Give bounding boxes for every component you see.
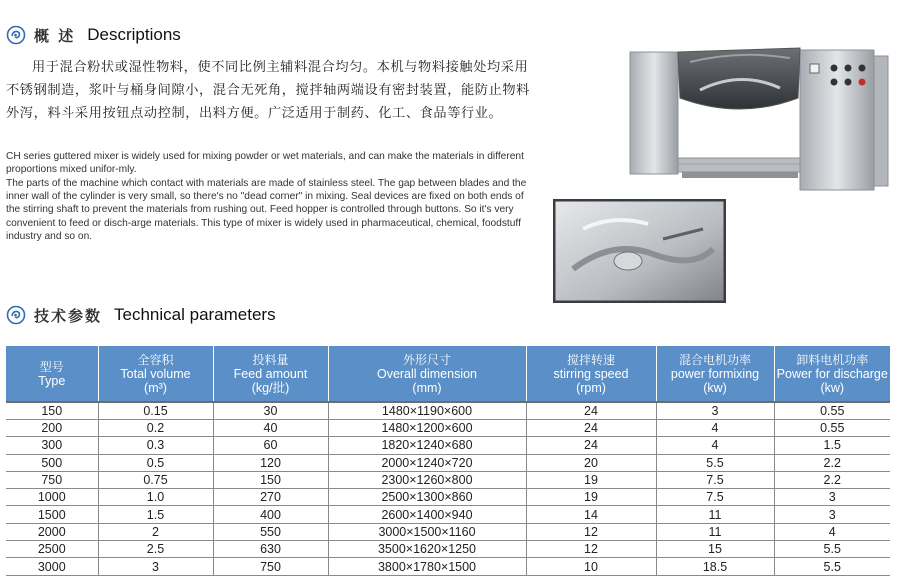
column-header-zh: 搅拌转速 — [566, 352, 615, 367]
table-cell: 1820×1240×680 — [328, 437, 526, 454]
table-header-row — [6, 346, 890, 402]
table-cell: 300 — [6, 437, 98, 454]
parameters-title-zh: 技术参数 — [34, 306, 103, 325]
column-header — [774, 346, 890, 402]
table-cell: 24 — [526, 437, 656, 454]
column-header-unit: (m³) — [144, 380, 167, 395]
table-row — [6, 402, 890, 420]
table-row — [6, 454, 890, 471]
table-row — [6, 471, 890, 488]
table-cell: 0.3 — [98, 437, 213, 454]
table-cell: 400 — [213, 506, 328, 523]
mixer-machine-image — [620, 40, 895, 200]
column-header-zh: 投料量 — [252, 352, 289, 367]
section-swirl-icon — [6, 25, 26, 45]
column-header-en: Feed amount — [233, 366, 308, 381]
table-cell: 1000 — [6, 489, 98, 506]
table-cell: 3 — [98, 558, 213, 575]
table-cell: 500 — [6, 454, 98, 471]
table-cell: 1480×1200×600 — [328, 420, 526, 437]
table-cell: 1.5 — [98, 506, 213, 523]
table-cell: 5.5 — [774, 558, 890, 575]
column-header — [213, 346, 328, 402]
column-header — [656, 346, 774, 402]
column-header — [98, 346, 213, 402]
column-header-zh: 混合电机功率 — [678, 352, 751, 367]
table-cell: 19 — [526, 471, 656, 488]
table-cell: 14 — [526, 506, 656, 523]
table-cell: 2000 — [6, 523, 98, 540]
column-header-unit: (kw) — [820, 380, 845, 395]
table-cell: 4 — [774, 523, 890, 540]
column-header-zh: 全容积 — [137, 352, 174, 367]
table-row — [6, 523, 890, 540]
table-row — [6, 558, 890, 575]
table-cell: 12 — [526, 523, 656, 540]
table-row — [6, 506, 890, 523]
column-header — [526, 346, 656, 402]
table-cell: 1480×1190×600 — [328, 402, 526, 420]
table-row — [6, 489, 890, 506]
table-cell: 3 — [656, 402, 774, 420]
column-header-en: Overall dimension — [376, 366, 478, 381]
table-cell: 3000×1500×1160 — [328, 523, 526, 540]
table-cell: 5.5 — [656, 454, 774, 471]
table-cell: 2.5 — [98, 541, 213, 558]
column-header — [328, 346, 526, 402]
column-header-zh: 外形尺寸 — [402, 352, 451, 367]
description-paragraph-en-2: The parts of the machine which contact with materials are made of stainless steel. The gap between blades and the inner wall of the cylinder is very small, so there's no "dead corner" in mixing. Seal devices are fixed on both ends of the stirring shaft to prevent the materials from rushing out. Feed hopper is controlled through buttons. So it's very convenient to feed or disch-arge materials. This type of mixer is widely used in pharmaceutical, chemical, foodstuff industry and so on. — [6, 178, 527, 242]
table-cell: 2500×1300×860 — [328, 489, 526, 506]
table-cell: 3 — [774, 506, 890, 523]
table-cell: 1500 — [6, 506, 98, 523]
table-cell: 120 — [213, 454, 328, 471]
table-cell: 4 — [656, 420, 774, 437]
table-cell: 0.55 — [774, 402, 890, 420]
column-header-en: power formixing — [670, 366, 760, 381]
table-cell: 40 — [213, 420, 328, 437]
table-cell: 3800×1780×1500 — [328, 558, 526, 575]
table-row — [6, 420, 890, 437]
table-cell: 7.5 — [656, 471, 774, 488]
table-cell: 11 — [656, 523, 774, 540]
technical-parameters-heading — [6, 303, 276, 327]
table-cell: 19 — [526, 489, 656, 506]
table-cell: 630 — [213, 541, 328, 558]
mixer-interior-image — [553, 199, 726, 303]
column-header-zh: 型号 — [39, 359, 64, 374]
table-cell: 2500 — [6, 541, 98, 558]
table-cell: 550 — [213, 523, 328, 540]
table-cell: 750 — [213, 558, 328, 575]
technical-parameters-table — [6, 346, 890, 576]
table-cell: 2.2 — [774, 454, 890, 471]
table-cell: 0.2 — [98, 420, 213, 437]
table-cell: 2600×1400×940 — [328, 506, 526, 523]
table-cell: 24 — [526, 420, 656, 437]
table-cell: 5.5 — [774, 541, 890, 558]
table-cell: 150 — [213, 471, 328, 488]
table-cell: 15 — [656, 541, 774, 558]
column-header-en: stirring speed — [553, 366, 629, 381]
table-cell: 4 — [656, 437, 774, 454]
table-row — [6, 437, 890, 454]
column-header-unit: (mm) — [412, 380, 442, 395]
description-paragraph-en-1: CH series guttered mixer is widely used for mixing powder or wet materials, and can make the materials in different proportions mixed unifor-mly. — [6, 151, 524, 176]
column-header-en: Type — [38, 373, 66, 388]
descriptions-heading — [6, 23, 181, 47]
table-body — [6, 402, 890, 575]
column-header-en: Total volume — [120, 366, 191, 381]
table-cell: 12 — [526, 541, 656, 558]
column-header-unit: (kw) — [703, 380, 727, 395]
table-cell: 270 — [213, 489, 328, 506]
descriptions-title-en: Descriptions — [87, 25, 181, 44]
table-cell: 750 — [6, 471, 98, 488]
column-header-unit: (rpm) — [576, 380, 606, 395]
table-cell: 7.5 — [656, 489, 774, 506]
table-cell: 0.5 — [98, 454, 213, 471]
table-cell: 60 — [213, 437, 328, 454]
table-cell: 10 — [526, 558, 656, 575]
table-cell: 24 — [526, 402, 656, 420]
section-swirl-icon — [6, 305, 26, 325]
table-cell: 2.2 — [774, 471, 890, 488]
table-cell: 0.55 — [774, 420, 890, 437]
descriptions-title-zh: 概 述 — [34, 26, 76, 45]
column-header-en: Power for discharge — [776, 366, 888, 381]
table-cell: 20 — [526, 454, 656, 471]
table-cell: 30 — [213, 402, 328, 420]
table-cell: 1.5 — [774, 437, 890, 454]
table-cell: 11 — [656, 506, 774, 523]
table-cell: 2 — [98, 523, 213, 540]
description-paragraph-zh: 用于混合粉状或湿性物料，使不同比例主辅料混合均匀。本机与物料接触处均采用不锈钢制造，浆叶与桶身间隙小，混合无死角，搅拌轴两端设有密封装置，能防止物料外泻，料斗采用按钮点动控制，出料方便。广泛适用于制药、化工、食品等行业。 — [6, 60, 530, 121]
table-cell: 18.5 — [656, 558, 774, 575]
column-header — [6, 346, 98, 402]
table-row — [6, 541, 890, 558]
table-cell: 3 — [774, 489, 890, 506]
column-header-zh: 卸料电机功率 — [796, 352, 869, 367]
table-cell: 1.0 — [98, 489, 213, 506]
table-cell: 3000 — [6, 558, 98, 575]
table-cell: 2000×1240×720 — [328, 454, 526, 471]
table-cell: 0.75 — [98, 471, 213, 488]
table-cell: 150 — [6, 402, 98, 420]
table-cell: 0.15 — [98, 402, 213, 420]
table-cell: 3500×1620×1250 — [328, 541, 526, 558]
table-cell: 200 — [6, 420, 98, 437]
table-cell: 2300×1260×800 — [328, 471, 526, 488]
column-header-unit: (kg/批) — [251, 380, 290, 395]
parameters-title-en: Technical parameters — [114, 305, 276, 324]
